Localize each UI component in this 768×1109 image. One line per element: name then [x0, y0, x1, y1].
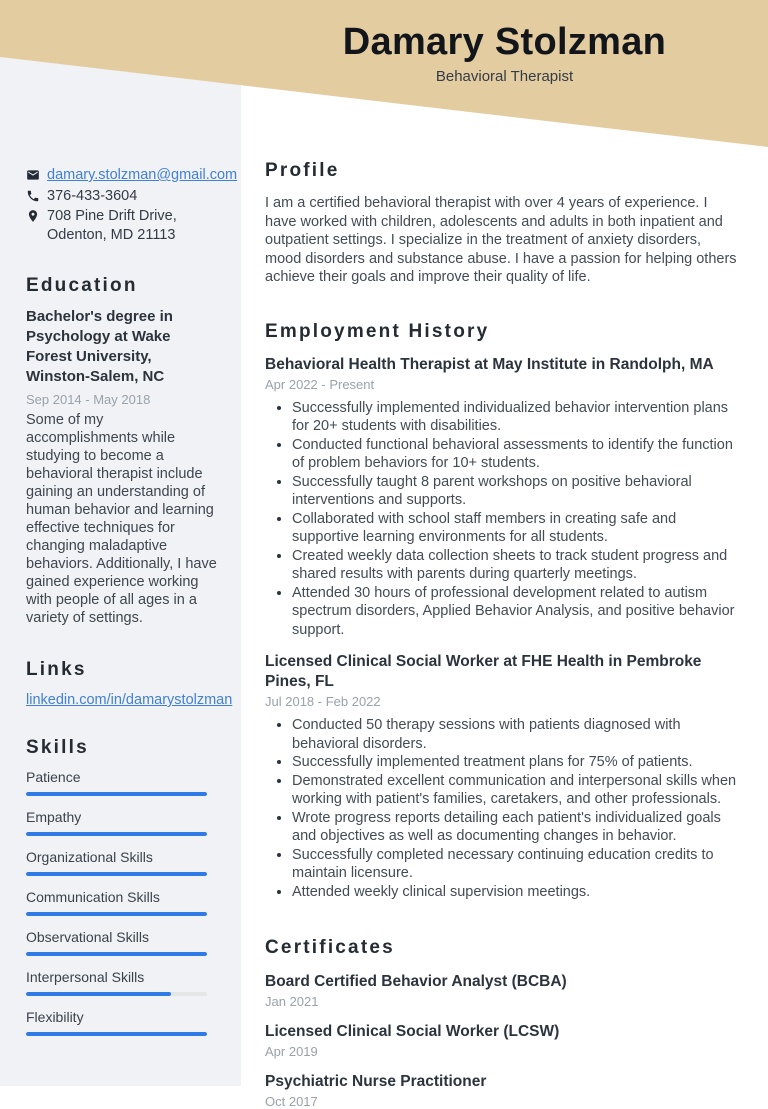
job-bullet: • Demonstrated excellent communication and interpersonal skills when working with patient's families, caretakers, and other professionals.	[292, 772, 741, 809]
linkedin-link[interactable]: linkedin.com/in/damarystolzman	[26, 692, 233, 708]
education-heading: Education	[26, 275, 138, 296]
skill-bar-fill	[26, 912, 207, 916]
contact-phone-row	[26, 187, 218, 206]
skill-label: Communication Skills	[26, 889, 160, 905]
main-column	[265, 160, 741, 1109]
skill-bar-track	[26, 912, 207, 916]
skill-label: Empathy	[26, 809, 82, 825]
job-bullet: • Attended 30 hours of professional development related to autism spectrum disorders, Applied Behavior Analysis, and positive behavior support.	[292, 584, 741, 640]
job-bullet: • Conducted 50 therapy sessions with patients diagnosed with behavioral disorders.	[292, 716, 741, 753]
employment-heading: Employment History	[265, 320, 490, 342]
links-list	[26, 691, 233, 709]
sidebar	[26, 166, 238, 1049]
job-bullet: • Successfully implemented individualized behavior intervention plans for 20+ students with disabilities.	[292, 399, 741, 436]
skill-item	[26, 809, 218, 836]
certificate-entry	[265, 1072, 741, 1109]
job-title: Licensed Clinical Social Worker at FHE Health in Pembroke Pines, FL	[265, 653, 702, 690]
contact-email-row	[26, 166, 238, 185]
profile-text: I am a certified behavioral therapist with over 4 years of experience. I have worked with children, adolescents and adults in both inpatient and outpatient settings. I specialize in the treatment of anxiety disorders, mood disorders and substance abuse. I have a passion for helping others achieve their goals and improve their quality of life.	[265, 195, 737, 285]
certificate-date: Jan 2021	[265, 994, 319, 1009]
education-degree: Bachelor's degree in Psychology at Wake Forest University, Winston-Salem, NC	[26, 308, 173, 385]
skill-item	[26, 1009, 218, 1036]
skill-bar-track	[26, 792, 207, 796]
skill-bar-fill	[26, 992, 171, 996]
job-title: Behavioral Health Therapist at May Institute in Randolph, MA	[265, 355, 714, 373]
job-entry	[265, 355, 741, 640]
skill-label: Flexibility	[26, 1009, 84, 1025]
skill-bar-fill	[26, 952, 207, 956]
certificate-date: Oct 2017	[265, 1094, 318, 1109]
skill-bar-track	[26, 832, 207, 836]
job-bullet: • Successfully taught 8 parent workshops on positive behavioral interventions and supports.	[292, 473, 741, 510]
skill-bar-track	[26, 952, 207, 956]
job-bullet: • Conducted functional behavioral assessments to identify the function of problem behaviors for 10+ students.	[292, 436, 741, 473]
skill-item	[26, 849, 218, 876]
skill-bar-fill	[26, 872, 207, 876]
certificate-title: Board Certified Behavior Analyst (BCBA)	[265, 973, 567, 990]
map-pin-icon	[26, 209, 40, 223]
certificate-entry	[265, 972, 741, 1009]
certificate-entry	[265, 1022, 741, 1059]
certificates-heading: Certificates	[265, 937, 395, 958]
skill-bar-fill	[26, 1032, 207, 1036]
certificates-list	[265, 972, 741, 1109]
job-bullet: • Created weekly data collection sheets to track student progress and shared results with parents during quarterly meetings.	[292, 547, 741, 584]
job-bullet: • Attended weekly clinical supervision meetings.	[292, 883, 741, 902]
skill-bar-track	[26, 1032, 207, 1036]
certificate-title: Licensed Clinical Social Worker (LCSW)	[265, 1023, 560, 1040]
links-heading: Links	[26, 659, 87, 680]
education-date: Sep 2014 - May 2018	[26, 392, 151, 407]
job-bullet: • Successfully implemented treatment plans for 75% of patients.	[292, 753, 741, 772]
profile-heading: Profile	[265, 160, 340, 181]
skill-label: Observational Skills	[26, 929, 149, 945]
skill-item	[26, 969, 218, 996]
certificate-date: Apr 2019	[265, 1044, 318, 1059]
envelope-icon	[26, 168, 40, 182]
job-bullet: • Successfully completed necessary continuing education credits to maintain licensure.	[292, 846, 741, 883]
job-bullet: • Collaborated with school staff members in creating safe and supportive learning environments for all students.	[292, 510, 741, 547]
person-name: Damary Stolzman	[342, 21, 667, 63]
certificate-title: Psychiatric Nurse Practitioner	[265, 1073, 487, 1090]
skill-item	[26, 889, 218, 916]
education-description: Some of my accomplishments while studying to become a behavioral therapist include gaining an understanding of human behavior and learning effective techniques for changing maladaptive behaviors. Additionally, I have gained experience working with people of all ages in a variety of settings.	[26, 412, 217, 626]
skill-item	[26, 769, 218, 796]
job-entry	[265, 652, 741, 901]
job-date: Jul 2018 - Feb 2022	[265, 694, 381, 709]
skill-bar-fill	[26, 832, 207, 836]
skill-bar-track	[26, 992, 207, 996]
skill-bar-fill	[26, 792, 207, 796]
address-text: 708 Pine Drift Drive, Odenton, MD 21113	[47, 208, 177, 243]
email-link[interactable]: damary.stolzman@gmail.com	[47, 167, 238, 183]
job-bullet-list	[265, 716, 741, 901]
contact-address-row	[26, 207, 218, 244]
job-bullet: • Wrote progress reports detailing each patient's individualized goals and objectives as well as documenting changes in behavior.	[292, 809, 741, 846]
skill-label: Organizational Skills	[26, 849, 153, 865]
skill-label: Interpersonal Skills	[26, 969, 145, 985]
skill-bar-track	[26, 872, 207, 876]
header	[241, 23, 768, 85]
skill-item	[26, 929, 218, 956]
job-bullet-list	[265, 399, 741, 640]
skill-label: Patience	[26, 769, 81, 785]
skills-heading: Skills	[26, 737, 89, 758]
skills-list	[26, 769, 218, 1036]
job-date: Apr 2022 - Present	[265, 376, 375, 392]
person-job-title: Behavioral Therapist	[435, 67, 574, 85]
phone-number: 376-433-3604	[47, 187, 138, 204]
phone-icon	[26, 189, 40, 203]
